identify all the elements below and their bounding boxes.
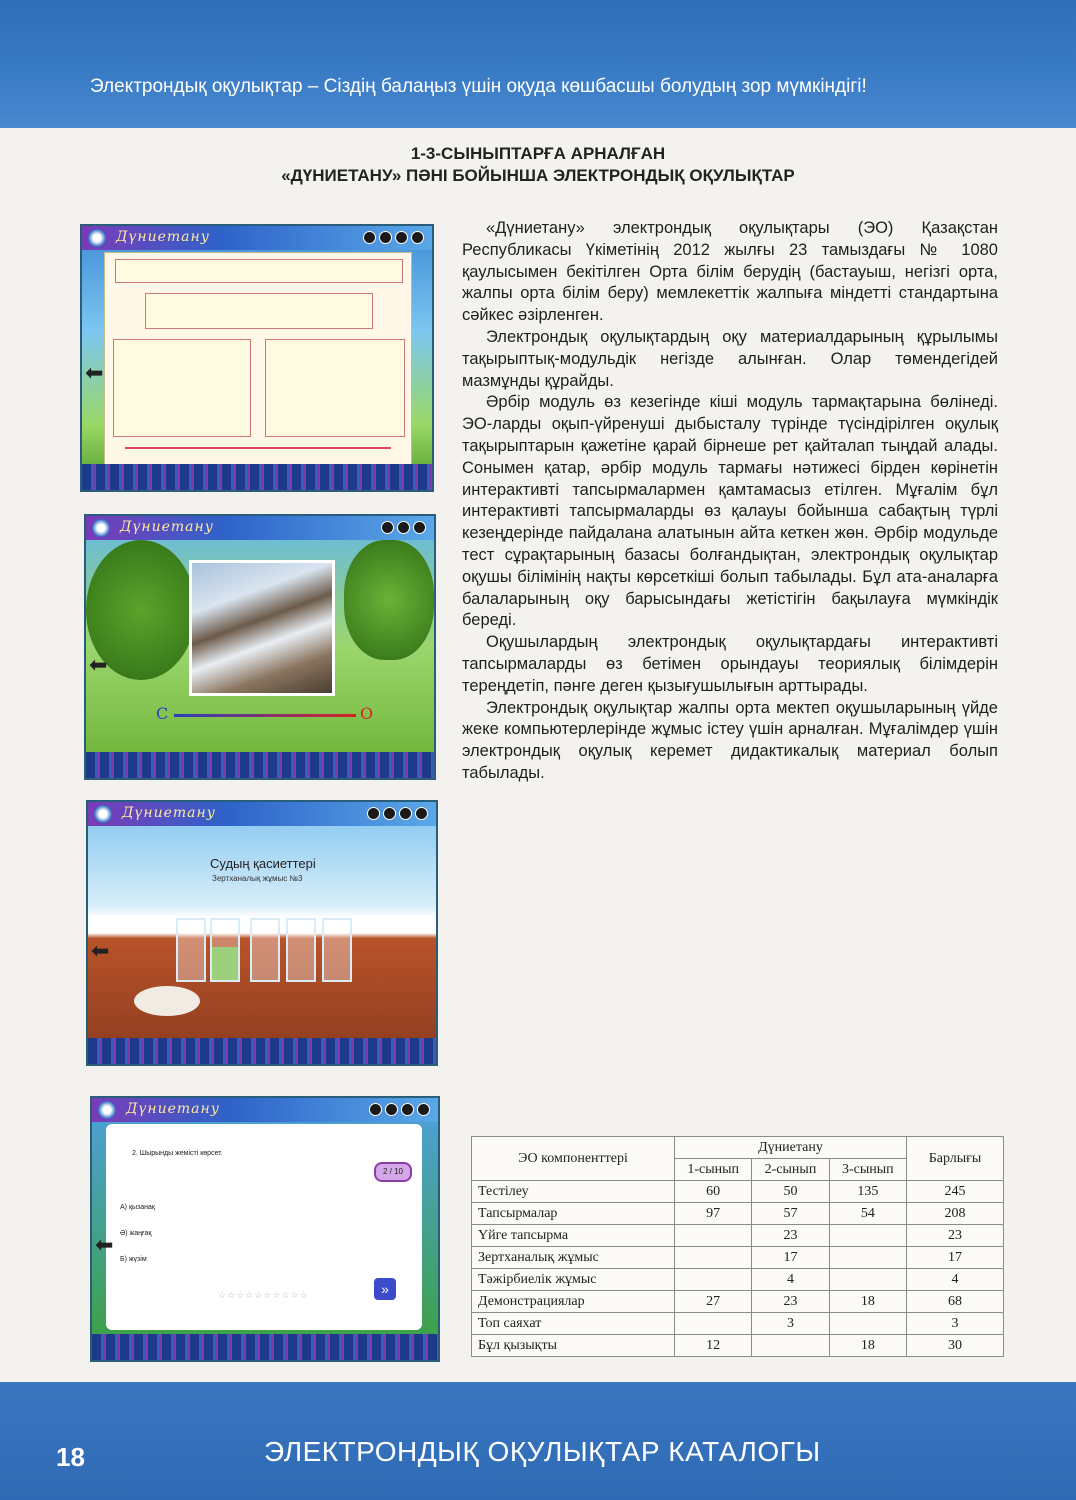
cell-grade2: 4 (752, 1269, 829, 1291)
cell-grade3: 135 (829, 1181, 906, 1203)
paragraph: «Дүниетану» электрондық оқулықтары (ЭО) Қазақстан Республикасы Үкіметінің 2012 жылғы 23 тамыздағы № 1080 қаулысымен бекітілген Орта білім берудің (бастауыш, негізгі орта, жалпы орта білім беру) мемлекеттік жалпыға міндетті стандартына сәйкес әзірленген. (462, 219, 998, 325)
page-title-line2: «ДҮНИЕТАНУ» ПӘНІ БОЙЫНША ЭЛЕКТРОНДЫҚ ОҚУЛЫҚТАР (281, 166, 795, 185)
table-row (472, 1181, 1004, 1203)
description-text (462, 218, 998, 785)
cell-total: 4 (907, 1269, 1004, 1291)
answer-option[interactable]: А) қызанақ (120, 1204, 155, 1211)
screenshot-concept-map (80, 224, 434, 492)
cell-grade1: 60 (675, 1181, 752, 1203)
table-row (472, 1247, 1004, 1269)
screenshot-mountains (84, 514, 436, 780)
row-label: Топ саяхат (472, 1313, 675, 1335)
app-title-bar (82, 226, 432, 250)
app-footer-bar (86, 752, 434, 778)
app-name: Дүниетану (116, 229, 210, 245)
cell-grade3 (829, 1269, 906, 1291)
paragraph: Электрондық оқулықтардың оқу материалдарының құрылымы тақырыптық-модульдік негізде алынған. Олар төмендегідей мазмұнды құрайды. (462, 327, 998, 390)
page-number: 18 (56, 1442, 85, 1472)
back-arrow-icon[interactable]: ⬅ (95, 1232, 114, 1257)
app-name: Дүниетану (122, 805, 216, 821)
app-footer-bar (82, 464, 432, 490)
app-footer-bar (88, 1038, 436, 1064)
app-name: Дүниетану (126, 1101, 220, 1117)
catalog-title: ЭЛЕКТРОНДЫҚ ОҚУЛЫҚТАР КАТАЛОГЫ (264, 1436, 821, 1467)
lab-title: Судың қасиеттері (210, 856, 316, 871)
cell-total: 30 (907, 1335, 1004, 1357)
cell-total: 245 (907, 1181, 1004, 1203)
table-row (472, 1291, 1004, 1313)
row-label: Тестілеу (472, 1181, 675, 1203)
bottom-banner (0, 1382, 1076, 1500)
paint-palette-icon (134, 986, 200, 1016)
cell-grade1 (675, 1247, 752, 1269)
row-label: Демонстрациялар (472, 1291, 675, 1313)
app-footer-bar (92, 1334, 438, 1360)
concept-map-sheet (104, 252, 412, 466)
cell-grade1: 27 (675, 1291, 752, 1313)
cell-grade2: 17 (752, 1247, 829, 1269)
cell-grade1 (675, 1269, 752, 1291)
cell-grade3 (829, 1247, 906, 1269)
cell-grade3: 18 (829, 1335, 906, 1357)
row-label: Тапсырмалар (472, 1203, 675, 1225)
cell-grade1 (675, 1313, 752, 1335)
glass[interactable] (286, 918, 316, 982)
header-grade: 3-сынып (829, 1159, 906, 1181)
window-controls (369, 1103, 430, 1116)
cell-grade3: 18 (829, 1291, 906, 1313)
test-card (106, 1124, 422, 1330)
paragraph: Электрондық оқулықтар жалпы орта мектеп оқушыларының үйде жеке компьютерлерінде жұмыс істеу үшін арналған. Мұғалімдер үшін электрондық оқулық керемет дидактикалық материал болып табылады. (462, 698, 998, 782)
answer-option[interactable]: Б) жүзім (120, 1256, 147, 1263)
cell-grade3: 54 (829, 1203, 906, 1225)
window-controls (381, 521, 426, 534)
header-total: Барлығы (907, 1137, 1004, 1181)
cell-grade2: 57 (752, 1203, 829, 1225)
axis-left-label: С (156, 704, 169, 723)
cell-grade2: 23 (752, 1291, 829, 1313)
screenshot-water-lab (86, 800, 438, 1066)
glass[interactable] (322, 918, 352, 982)
test-question: 2. Шырынды жемісті көрсет. (132, 1150, 223, 1157)
cell-total: 208 (907, 1203, 1004, 1225)
cell-grade1: 97 (675, 1203, 752, 1225)
row-label: Тәжірбиелік жұмыс (472, 1269, 675, 1291)
lab-subtitle: Зертханалық жұмыс №3 (212, 874, 303, 883)
row-label: Зертханалық жұмыс (472, 1247, 675, 1269)
cell-total: 17 (907, 1247, 1004, 1269)
answer-option[interactable]: Ә) жаңғақ (120, 1230, 152, 1237)
cell-total: 68 (907, 1291, 1004, 1313)
table-row (472, 1203, 1004, 1225)
tree-illustration (344, 540, 434, 660)
row-label: Үйге тапсырма (472, 1225, 675, 1247)
next-question-button[interactable]: » (374, 1278, 396, 1300)
mountain-photo (189, 560, 335, 696)
cell-grade2 (752, 1335, 829, 1357)
window-controls (367, 807, 428, 820)
cell-grade1 (675, 1225, 752, 1247)
diagram-connector (125, 447, 391, 449)
cell-total: 23 (907, 1225, 1004, 1247)
cell-grade3 (829, 1313, 906, 1335)
back-arrow-icon[interactable]: ⬅ (85, 360, 104, 385)
page-title-line1: 1-3-СЫНЫПТАРҒА АРНАЛҒАН (410, 144, 666, 163)
rating-stars-icon: ☆☆☆☆☆☆☆☆☆☆ (218, 1290, 309, 1300)
glass[interactable] (210, 918, 240, 982)
top-banner (0, 0, 1076, 128)
screenshot-test (90, 1096, 440, 1362)
app-logo-icon (92, 519, 110, 537)
app-logo-icon (94, 805, 112, 823)
header-subject: Дүниетану (675, 1137, 907, 1159)
cell-grade3 (829, 1225, 906, 1247)
cell-grade2: 50 (752, 1181, 829, 1203)
app-logo-icon (98, 1101, 116, 1119)
cell-grade1: 12 (675, 1335, 752, 1357)
back-arrow-icon[interactable]: ⬅ (91, 938, 110, 963)
cell-total: 3 (907, 1313, 1004, 1335)
components-table (471, 1136, 1004, 1357)
back-arrow-icon[interactable]: ⬅ (89, 652, 108, 677)
paragraph: Оқушылардың электрондық оқулықтардағы интерактивті тапсырмаларды өз бетімен орындауы теориялық білімдерін тереңдетіп, пәнге деген қызығушылығын арттырады. (462, 633, 998, 695)
window-controls (363, 231, 424, 244)
banner-slogan: Электрондық оқулықтар – Сіздің балаңыз үшін оқуда көшбасшы болудың зор мүмкіндігі! (90, 76, 867, 97)
app-title-bar (92, 1098, 438, 1122)
glass[interactable] (250, 918, 280, 982)
cell-grade2: 23 (752, 1225, 829, 1247)
glass[interactable] (176, 918, 206, 982)
question-counter: 2 / 10 (374, 1162, 412, 1182)
diagram-box (265, 339, 405, 437)
paragraph: Әрбір модуль өз кезегінде кіші модуль тармақтарына бөлінеді. ЭО-ларды оқып-үйренуші дыбысталу түрінде түсіндірілген оқулық тақырыптарын қажетіне қарай бірнеше рет қайталап тыңдай алады. Сонымен қатар, әрбір модуль тармағы нәтижесі бірден көрінетін интерактивті тапсырмалармен қамтамасыз етілген. Мұғалім бұл интерактивті тапсырмаларды өз қалауы бойынша сабақтың түрлі кезеңдерінде пайдалана алатынын айта кеткен жөн. Әрбір модульде тест сұрақтарының базасы болғандықтан, электрондық оқулықтар оқушы білімінің нақты көрсеткіші болып табылады. Бұл ата-аналарға балаларының оқу барысындағы жетістігін бақылауға мүмкіндік береді. (462, 393, 998, 630)
table-row (472, 1335, 1004, 1357)
direction-axis (174, 714, 356, 717)
header-component: ЭО компоненттері (472, 1137, 675, 1181)
app-logo-icon (88, 229, 106, 247)
diagram-box (145, 293, 373, 329)
table-row (472, 1269, 1004, 1291)
app-title-bar (88, 802, 436, 826)
header-grade: 1-сынып (675, 1159, 752, 1181)
table-row (472, 1313, 1004, 1335)
cell-grade2: 3 (752, 1313, 829, 1335)
row-label: Бұл қызықты (472, 1335, 675, 1357)
app-name: Дүниетану (120, 519, 214, 535)
table-row (472, 1225, 1004, 1247)
app-title-bar (86, 516, 434, 540)
header-grade: 2-сынып (752, 1159, 829, 1181)
diagram-box (115, 259, 403, 283)
axis-right-label: О (360, 704, 374, 723)
diagram-box (113, 339, 251, 437)
